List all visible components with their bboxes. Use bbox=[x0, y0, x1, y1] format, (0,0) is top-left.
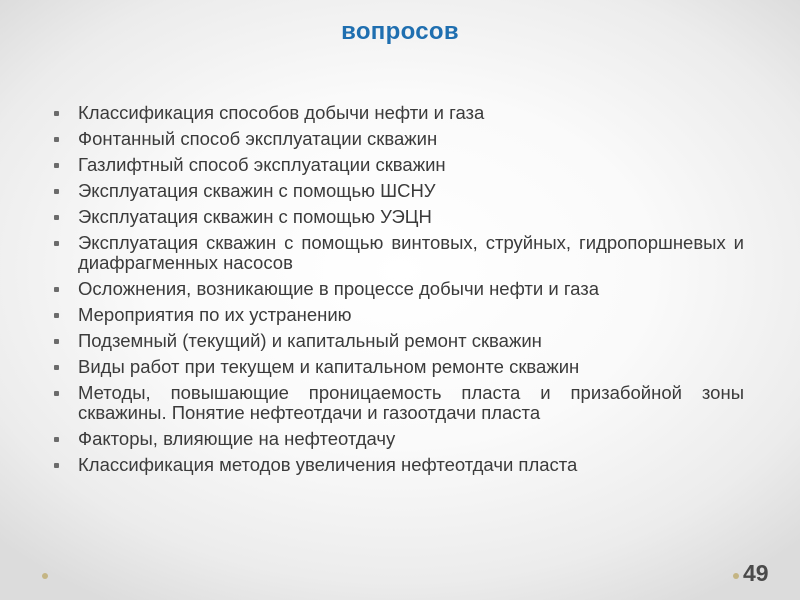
list-item-text: Виды работ при текущем и капитальном ремонте скважин bbox=[78, 356, 580, 377]
list-item-text: Подземный (текущий) и капитальный ремонт скважин bbox=[78, 330, 542, 351]
bullet-icon bbox=[54, 137, 59, 142]
decorative-dot-icon bbox=[733, 573, 739, 579]
bullet-icon bbox=[54, 391, 59, 396]
list-item bbox=[78, 357, 744, 377]
list-item-text: Фонтанный способ эксплуатации скважин bbox=[78, 128, 438, 149]
list-item-text: Эксплуатация скважин с помощью винтовых, струйных, гидропоршневых и диафрагменных насосов bbox=[78, 232, 744, 273]
decorative-dot-icon bbox=[42, 573, 48, 579]
list-item bbox=[78, 331, 744, 351]
list-item bbox=[78, 129, 744, 149]
list-item-text: Газлифтный способ эксплуатации скважин bbox=[78, 154, 446, 175]
bullet-icon bbox=[54, 365, 59, 370]
page-number: 49 bbox=[743, 560, 769, 586]
bullet-icon bbox=[54, 163, 59, 168]
bullet-icon bbox=[54, 241, 59, 246]
bullet-icon bbox=[54, 437, 59, 442]
topics-list bbox=[78, 103, 744, 481]
bullet-icon bbox=[54, 189, 59, 194]
list-item bbox=[78, 103, 744, 123]
bullet-icon bbox=[54, 463, 59, 468]
bullet-icon bbox=[54, 287, 59, 292]
list-item bbox=[78, 455, 744, 475]
slide-title: вопросов bbox=[341, 18, 459, 45]
list-item-text: Классификация способов добычи нефти и газа bbox=[78, 102, 485, 123]
list-item bbox=[78, 429, 744, 449]
list-item bbox=[78, 233, 744, 273]
list-item bbox=[78, 305, 744, 325]
bullet-icon bbox=[54, 339, 59, 344]
list-item bbox=[78, 279, 744, 299]
bullet-icon bbox=[54, 215, 59, 220]
list-item bbox=[78, 207, 744, 227]
list-item-text: Эксплуатация скважин с помощью ШСНУ bbox=[78, 180, 436, 201]
list-item bbox=[78, 181, 744, 201]
list-item-text: Мероприятия по их устранению bbox=[78, 304, 352, 325]
bullet-icon bbox=[54, 313, 59, 318]
list-item bbox=[78, 383, 744, 423]
list-item-text: Методы, повышающие проницаемость пласта и призабойной зоны скважины. Понятие нефтеотдачи и газоотдачи пласта bbox=[78, 382, 744, 423]
list-item-text: Факторы, влияющие на нефтеотдачу bbox=[78, 428, 396, 449]
list-item-text: Классификация методов увеличения нефтеотдачи пласта bbox=[78, 454, 578, 475]
list-item-text: Осложнения, возникающие в процессе добычи нефти и газа bbox=[78, 278, 600, 299]
list-item-text: Эксплуатация скважин с помощью УЭЦН bbox=[78, 206, 432, 227]
list-item bbox=[78, 155, 744, 175]
bullet-icon bbox=[54, 111, 59, 116]
